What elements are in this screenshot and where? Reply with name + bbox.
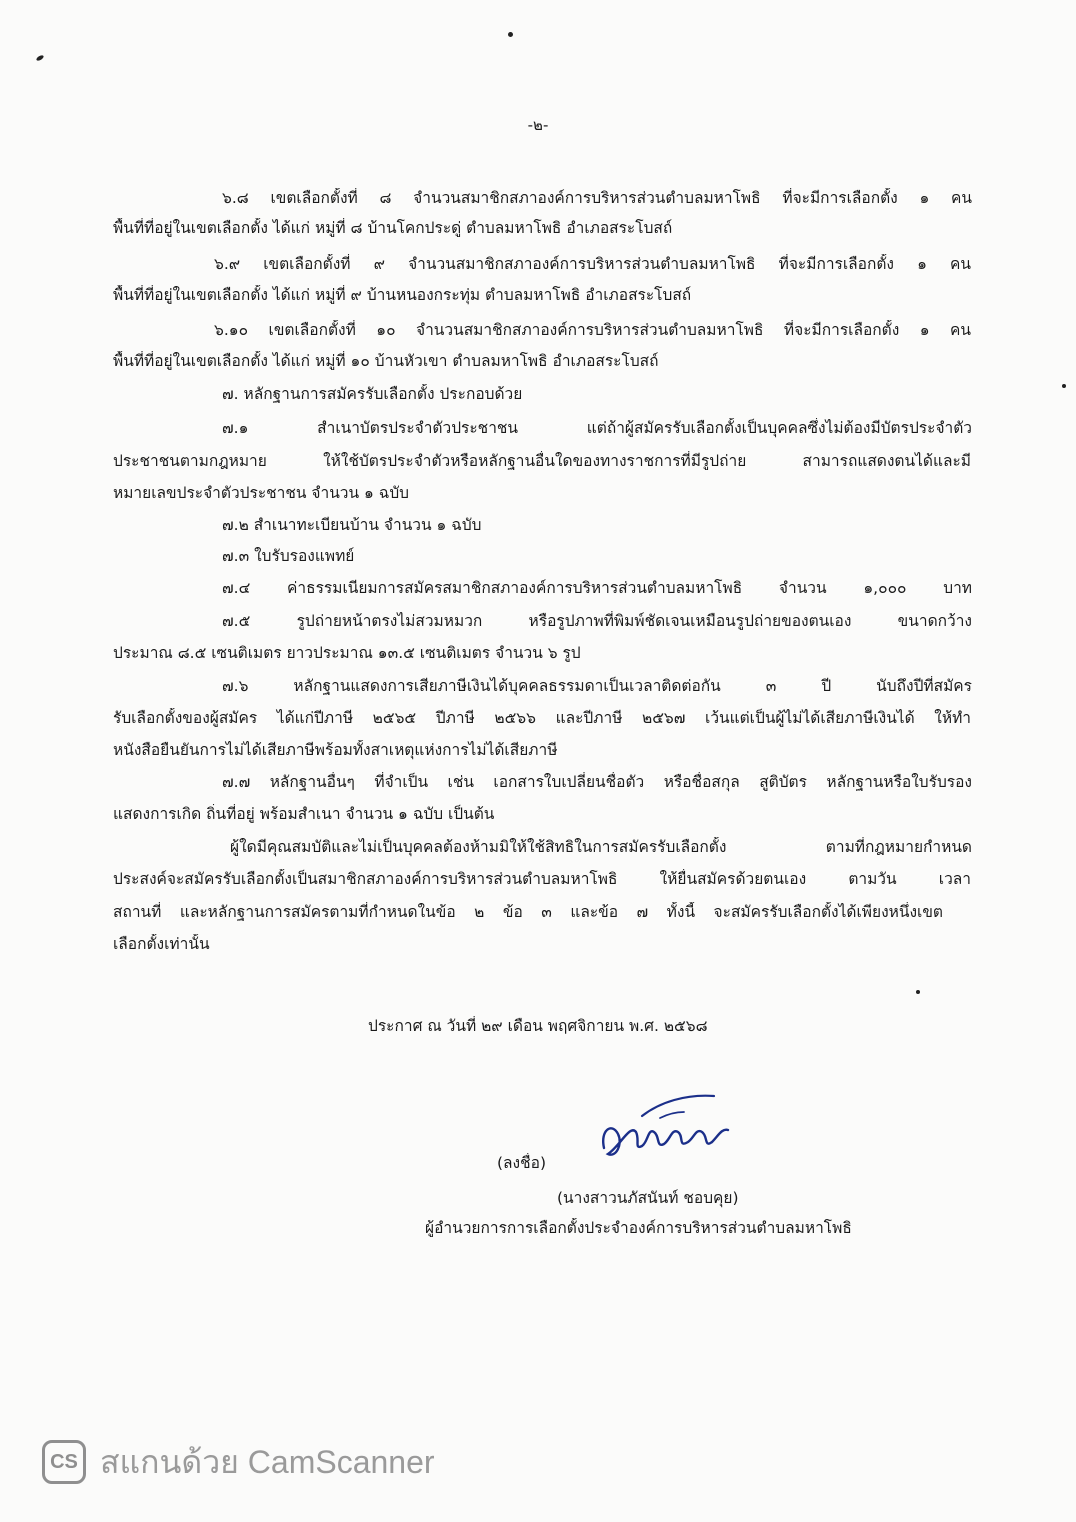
camscanner-watermark (42, 1440, 435, 1484)
text-line: หนังสือยืนยันการไม่ได้เสียภาษีพร้อมทั้งสาเหตุแห่งการไม่ได้เสียภาษี (113, 741, 558, 759)
text-line: ๗.๕ รูปถ่ายหน้าตรงไม่สวมหมวก หรือรูปภาพที่พิมพ์ชัดเจนเหมือนรูปถ่ายของตนเอง ขนาดกว้าง (222, 612, 972, 630)
text-line: ประชาชนตามกฎหมาย ให้ใช้บัตรประจำตัวหรือหลักฐานอื่นใดของทางราชการที่มีรูปถ่าย สามารถแสดงตนได้และมี (113, 452, 971, 470)
scan-speck (508, 32, 513, 37)
camscanner-logo-icon: CS (42, 1440, 86, 1484)
scan-speck (36, 54, 45, 61)
text-line: ๗.๔ ค่าธรรมเนียมการสมัครสมาชิกสภาองค์การบริหารส่วนตำบลมหาโพธิ จำนวน ๑,๐๐๐ บาท (222, 579, 972, 597)
signer-position: ผู้อำนวยการการเลือกตั้งประจำองค์การบริหารส่วนตำบลมหาโพธิ (425, 1219, 852, 1237)
section-heading: ๗. หลักฐานการสมัครรับเลือกตั้ง ประกอบด้วย (222, 385, 523, 403)
text-line: ๗.๖ หลักฐานแสดงการเสียภาษีเงินได้บุคคลธรรมดาเป็นเวลาติดต่อกัน ๓ ปี นับถึงปีที่สมัคร (222, 677, 972, 695)
scan-speck (916, 990, 920, 994)
text-line: พื้นที่ที่อยู่ในเขตเลือกตั้ง ได้แก่ หมู่ที่ ๙ บ้านหนองกระทุ่ม ตำบลมหาโพธิ อำเภอสระโบสถ์ (113, 286, 692, 304)
text-line: พื้นที่ที่อยู่ในเขตเลือกตั้ง ได้แก่ หมู่ที่ ๘ บ้านโคกประดู่ ตำบลมหาโพธิ อำเภอสระโบสถ์ (113, 219, 673, 237)
text-line: ๖.๘ เขตเลือกตั้งที่ ๘ จำนวนสมาชิกสภาองค์การบริหารส่วนตำบลมหาโพธิ ที่จะมีการเลือกตั้ง ๑ คน (222, 189, 972, 207)
text-line: ประสงค์จะสมัครรับเลือกตั้งเป็นสมาชิกสภาองค์การบริหารส่วนตำบลมหาโพธิ ให้ยื่นสมัครด้วยตนเอง ตามวัน เวลา (113, 870, 971, 888)
text-line: ๗.๑ สำเนาบัตรประจำตัวประชาชน แต่ถ้าผู้สมัครรับเลือกตั้งเป็นบุคคลซึ่งไม่ต้องมีบัตรประจำตัว (222, 419, 972, 437)
text-line: ประมาณ ๘.๕ เซนติเมตร ยาวประมาณ ๑๓.๕ เซนติเมตร จำนวน ๖ รูป (113, 644, 581, 662)
text-line: ๖.๑๐ เขตเลือกตั้งที่ ๑๐ จำนวนสมาชิกสภาองค์การบริหารส่วนตำบลมหาโพธิ ที่จะมีการเลือกตั้ง ๑ คน (214, 321, 971, 339)
text-line: ๖.๙ เขตเลือกตั้งที่ ๙ จำนวนสมาชิกสภาองค์การบริหารส่วนตำบลมหาโพธิ ที่จะมีการเลือกตั้ง ๑ คน (214, 255, 971, 273)
text-line: แสดงการเกิด ถิ่นที่อยู่ พร้อมสำเนา จำนวน ๑ ฉบับ เป็นต้น (113, 805, 495, 823)
page-number: -๒- (527, 116, 549, 134)
text-line: รับเลือกตั้งของผู้สมัคร ได้แก่ปีภาษี ๒๕๖๕ ปีภาษี ๒๕๖๖ และปีภาษี ๒๕๖๗ เว้นแต่เป็นผู้ไม่ได้เสียภาษีเงินได้ ให้ทำ (113, 709, 971, 727)
camscanner-text: สแกนด้วย CamScanner (100, 1443, 435, 1480)
text-line: ผู้ใดมีคุณสมบัติและไม่เป็นบุคคลต้องห้ามมิให้ใช้สิทธิในการสมัครรับเลือกตั้ง ตามที่กฎหมายกำหนด (230, 838, 972, 856)
text-line: ๗.๒ สำเนาทะเบียนบ้าน จำนวน ๑ ฉบับ (222, 516, 482, 534)
signer-name: (นางสาวนภัสนันท์ ชอบคุย) (557, 1189, 739, 1207)
text-line: สถานที่ และหลักฐานการสมัครตามที่กำหนดในข้อ ๒ ข้อ ๓ และข้อ ๗ ทั้งนี้ จะสมัครรับเลือกตั้งได้เพียงหนึ่งเขต (113, 903, 943, 921)
text-line: ๗.๗ หลักฐานอื่นๆ ที่จำเป็น เช่น เอกสารใบเปลี่ยนชื่อตัว หรือชื่อสกุล สูติบัตร หลักฐานหรือใบรับรอง (222, 773, 972, 791)
signed-label: (ลงชื่อ) (497, 1154, 546, 1172)
signature-icon (590, 1088, 740, 1168)
scan-speck (1062, 384, 1066, 388)
text-line: ๗.๓ ใบรับรองแพทย์ (222, 547, 355, 565)
text-line: เลือกตั้งเท่านั้น (113, 935, 210, 953)
text-line: หมายเลขประจำตัวประชาชน จำนวน ๑ ฉบับ (113, 484, 410, 502)
text-line: พื้นที่ที่อยู่ในเขตเลือกตั้ง ได้แก่ หมู่ที่ ๑๐ บ้านหัวเขา ตำบลมหาโพธิ อำเภอสระโบสถ์ (113, 352, 659, 370)
announcement-date: ประกาศ ณ วันที่ ๒๙ เดือน พฤศจิกายน พ.ศ. ๒๕๖๘ (368, 1017, 708, 1035)
